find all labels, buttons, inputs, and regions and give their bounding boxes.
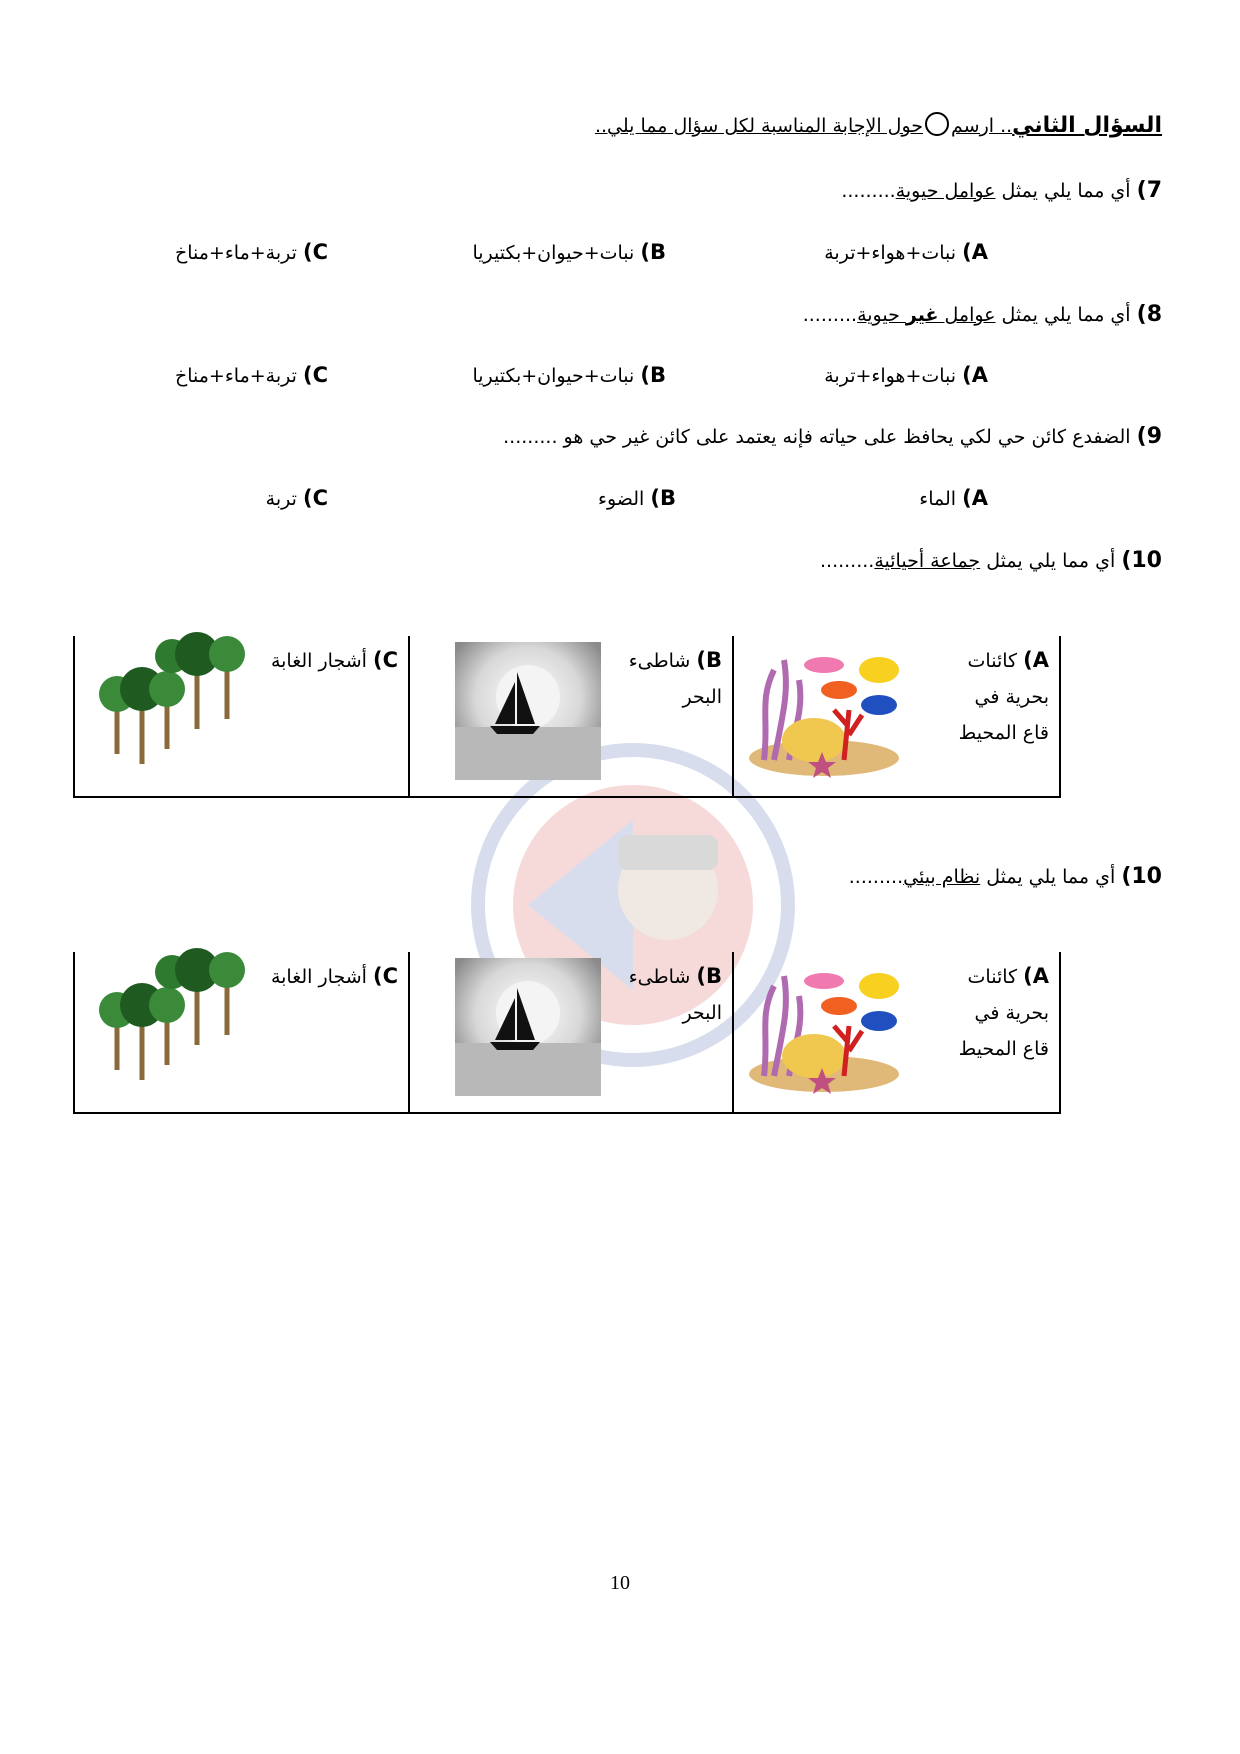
question-number: 10)	[1121, 548, 1162, 573]
question-text: أي مما يلي يمثل	[995, 304, 1131, 326]
question-key-term: عوامل غير حيوية	[857, 304, 996, 326]
question-7	[841, 178, 1162, 203]
option-text: نبات+حيوان+بكتيريا	[472, 242, 635, 264]
sailboat-sunset-icon	[455, 958, 601, 1096]
option-c[interactable]: C) تربة+ماء+مناخ	[174, 240, 328, 264]
options-table-1	[73, 636, 1061, 798]
question-number: 8)	[1136, 302, 1162, 327]
question-text: أي مما يلي يمثل	[980, 550, 1116, 572]
section-title: السؤال الثاني	[1012, 113, 1162, 138]
option-text: تربة+ماء+مناخ	[174, 365, 297, 387]
option-b[interactable]: B) شاطىء البحر	[410, 952, 732, 1112]
options-table-2	[73, 952, 1061, 1114]
option-c[interactable]: C) أشجار الغابة	[75, 952, 408, 1112]
option-text: نبات+حيوان+بكتيريا	[472, 365, 635, 387]
option-a[interactable]: A) كائنات بحرية في قاع المحيط	[734, 636, 1059, 796]
coral-reef-icon	[744, 956, 914, 1096]
question-text: أي مما يلي يمثل	[995, 180, 1131, 202]
question-10b	[849, 864, 1162, 889]
option-c[interactable]: C) تربة	[265, 486, 328, 510]
instruction-part2: حول الإجابة المناسبة لكل سؤال مما يلي..	[594, 115, 924, 137]
instruction-part1: .. ارسم	[951, 115, 1013, 137]
option-a[interactable]: A) كائنات بحرية في قاع المحيط	[734, 952, 1059, 1112]
question-text: أي مما يلي يمثل	[980, 866, 1116, 888]
question-text: الضفدع كائن حي لكي يحافظ على حياته فإنه يعتمد على كائن غير حي هو .........	[503, 426, 1131, 448]
question-key-term: جماعة أحيائية	[874, 550, 981, 572]
option-text: الضوء	[598, 488, 645, 510]
answer-dots: .........	[848, 866, 904, 888]
question-9	[503, 424, 1162, 449]
question-number: 9)	[1136, 424, 1162, 449]
option-text: تربة+ماء+مناخ	[174, 242, 297, 264]
question-key-term: نظام بيئي	[903, 866, 981, 888]
option-b[interactable]: B) شاطىء البحر	[410, 636, 732, 796]
answer-dots: .........	[802, 304, 858, 326]
forest-trees-icon	[87, 624, 262, 769]
forest-trees-icon	[87, 940, 262, 1085]
answer-dots: .........	[819, 550, 875, 572]
circle-symbol-icon	[925, 112, 949, 136]
option-text: نبات+هواء+تربة	[824, 242, 957, 264]
option-a[interactable]: A) الماء	[919, 486, 988, 510]
answer-dots: .........	[841, 180, 896, 202]
option-b[interactable]: B) نبات+حيوان+بكتيريا	[472, 363, 666, 387]
option-b[interactable]: B) نبات+حيوان+بكتيريا	[472, 240, 666, 264]
question-number: 10)	[1121, 864, 1162, 889]
option-text: نبات+هواء+تربة	[824, 365, 957, 387]
option-c[interactable]: C) أشجار الغابة	[75, 636, 408, 796]
question-number: 7)	[1136, 178, 1162, 203]
question-8	[803, 302, 1162, 327]
coral-reef-icon	[744, 640, 914, 780]
option-c[interactable]: C) تربة+ماء+مناخ	[174, 363, 328, 387]
option-a[interactable]: A) نبات+هواء+تربة	[824, 363, 988, 387]
sailboat-sunset-icon	[455, 642, 601, 780]
question-10a	[820, 548, 1162, 573]
option-b[interactable]: B) الضوء	[598, 486, 676, 510]
option-a[interactable]: A) نبات+هواء+تربة	[824, 240, 988, 264]
option-text: تربة	[265, 488, 297, 510]
question-key-term: عوامل حيوية	[895, 180, 996, 202]
question-header	[595, 112, 1162, 138]
option-text: الماء	[919, 488, 957, 510]
page-number: 10	[610, 1572, 630, 1594]
